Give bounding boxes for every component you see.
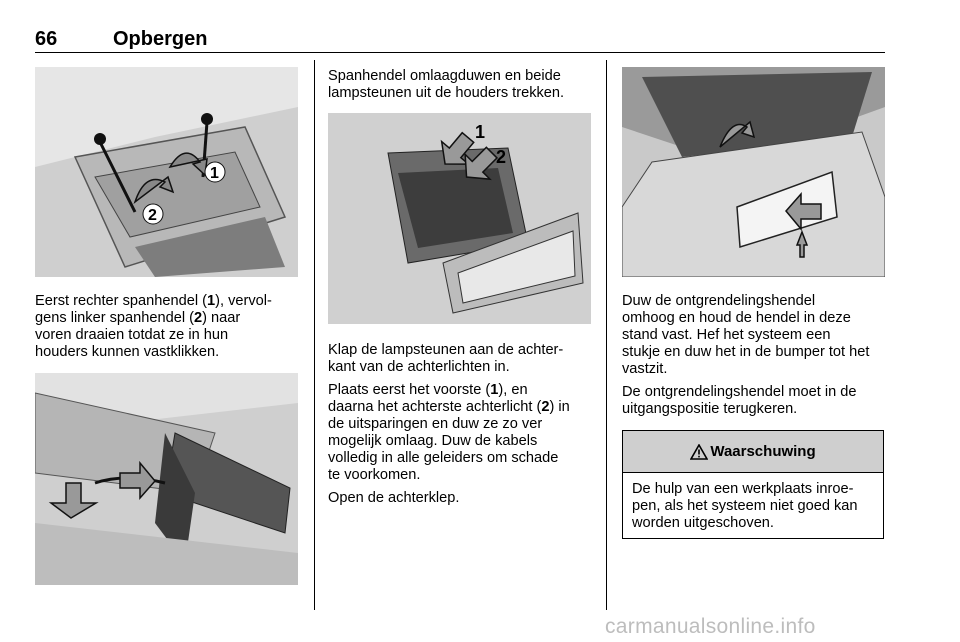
paragraph-return: De ontgrendelingshendel moet in de uitgangspositie terugkeren.	[622, 384, 857, 417]
figure-label-1: 1	[475, 122, 486, 142]
warning-triangle-icon	[690, 444, 708, 460]
figure-lampholders	[328, 113, 591, 324]
column-divider	[314, 60, 315, 610]
figure-label-2: 2	[148, 207, 157, 224]
figure-levers	[35, 67, 298, 277]
figure-label-2: 2	[496, 147, 507, 167]
figure-cables	[35, 373, 298, 585]
paragraph-open: Open de achterklep.	[328, 490, 460, 506]
page-number: 66	[35, 28, 58, 50]
warning-body: De hulp van een werkplaats inroe- pen, als het systeem niet goed kan worden uitgeschoven.	[632, 481, 858, 531]
paragraph-intro: Spanhendel omlaagduwen en beide lampsteunen uit de houders trekken.	[328, 68, 565, 101]
figure-bumper	[622, 67, 885, 277]
figure-levers-drawing	[35, 67, 298, 277]
watermark: carmanualsonline.info	[605, 615, 816, 638]
column3-text	[622, 293, 890, 424]
paragraph-levers: Eerst rechter spanhendel (1), vervol- gens linker spanhendel (2) naar voren draaien totdat ze in hun houders kunnen vastklikken.	[35, 293, 272, 360]
figure-bumper-drawing	[622, 67, 885, 277]
paragraph-place: Plaats eerst het voorste (1), en daarna het achterste achterlicht (2) in de uitsparingen en duw ze zo ver mogelijk omlaag. Duw de kabels volledig in alle geleiders om schade te voorkomen.	[328, 382, 570, 483]
figure-lampholders-drawing	[328, 113, 591, 324]
column2-text	[328, 342, 600, 513]
warning-box	[622, 430, 884, 539]
paragraph-release: Duw de ontgrendelingshendel omhoog en houd de hendel in deze stand vast. Hef het systeem een stukje en duw het in de bumper tot het vastzit.	[622, 293, 870, 377]
figure-label-1: 1	[210, 165, 219, 182]
column-divider	[606, 60, 607, 610]
warning-title: Waarschuwing	[710, 443, 816, 460]
figure-cables-drawing	[35, 373, 298, 585]
page-title: Opbergen	[113, 28, 208, 50]
paragraph-fold: Klap de lampsteunen aan de achter- kant van de achterlichten in.	[328, 342, 564, 375]
page-header	[35, 22, 885, 53]
warning-header	[623, 431, 883, 473]
